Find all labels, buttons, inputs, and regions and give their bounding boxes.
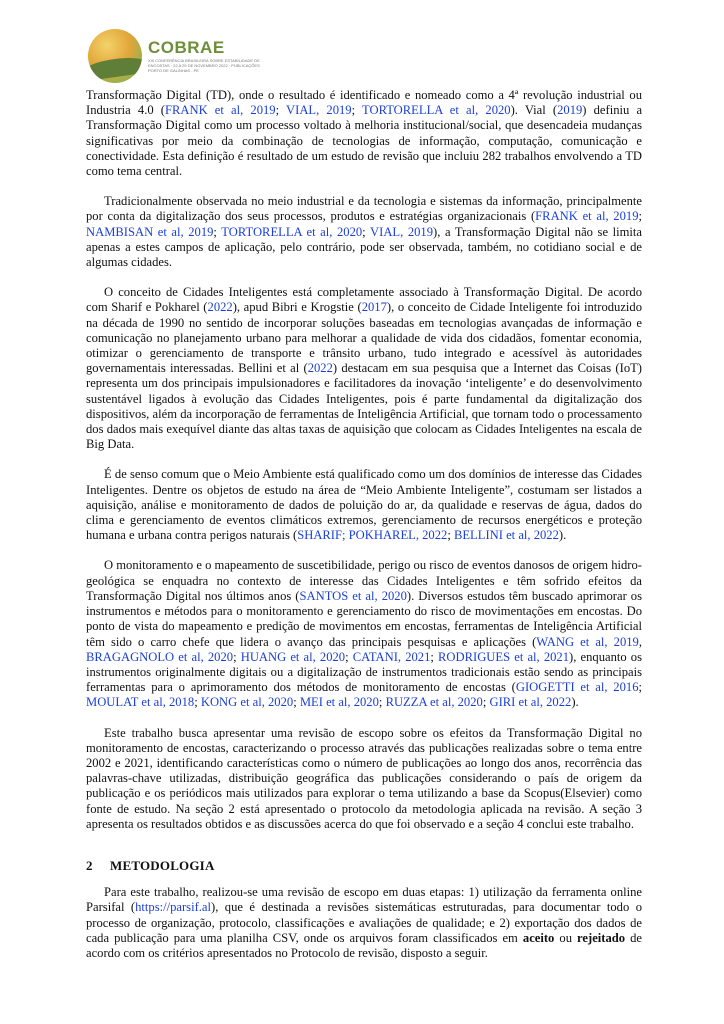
body-text: ). Diversos estudos têm buscado aprimorar os instrumentos e métodos para o monitoramento e gerenciamento do risco de movimentações em encostas. Do ponto de vista do mapeamento e predição de movimentos em encostas, ferramentas de Inteligência Artificial têm sido o carro chefe que lidera o avanço das principais pesquisas e aplicações ( xyxy=(86,588,643,649)
body-text: ). xyxy=(571,695,579,710)
body-text: ; xyxy=(638,680,642,695)
citation-link[interactable]: VIAL, 2019 xyxy=(286,103,352,118)
citation-link[interactable]: RODRIGUES et al, 2021 xyxy=(438,649,570,664)
section-title: METODOLOGIA xyxy=(110,857,215,873)
body-text: Para este trabalho, realizou-se uma revisão de escopo em duas etapas: 1) utilização da ferramenta online Parsifal ( xyxy=(86,885,642,915)
citation-link[interactable]: BELLINI et al, 2022 xyxy=(453,528,559,543)
body-text: ), a Transformação Digital não se limita apenas a estes campos de aplicação, pelo contrário, pode ser observada, também, no cotidiano social e de algumas cidades. xyxy=(86,224,643,270)
body-text: ; xyxy=(362,224,371,239)
logo-name: COBRAE xyxy=(148,38,225,57)
paragraph-4 xyxy=(86,467,642,543)
section-number: 2 xyxy=(86,857,93,873)
citation-link[interactable]: BRAGAGNOLO et al, 2020 xyxy=(86,649,234,664)
body-text: ), o conceito de Cidade Inteligente foi introduzido na década de 1990 no sentido de incorporar soluções baseadas em tecnologias avançadas de informação e comunicação no planejamento urbano para melhorar a qualidade de vida dos cidadãos, fomentar economia, otimizar o gerenciamento de transporte e trânsito urbano, tudo integrado e acessível às autoridades governamentais interessadas. Bellini et al ( xyxy=(86,300,643,376)
body-text: ; xyxy=(194,695,201,710)
logo-emblem-icon xyxy=(88,29,142,83)
body-text: ; xyxy=(233,649,241,664)
body-text: ; xyxy=(351,103,363,118)
body-text: ), que é destinada a revisões sistemáticas estruturadas, para documentar todo o processo de organização, protocolo, classificações e avaliações de qualidade; e 2) exportação dos dados de cada publicação para uma planilha CSV, onde os arquivos foram classificados em xyxy=(86,900,642,945)
body-text: ) definiu a Transformação Digital como um processo voltado à melhoria institucional/social, que desencadeia mudanças significativas por meio da combinação de tecnologias de informação, computação, comunicação e conectividade. Esta definição é resultado de um estudo de revisão que incluiu 282 trabalhos envolvendo a TD como tema central. xyxy=(86,103,643,179)
citation-link[interactable]: GIRI et al, 2022 xyxy=(489,695,572,710)
citation-link[interactable]: KONG et al, 2020 xyxy=(200,695,294,710)
body-text: Transformação Digital (TD), onde o resultado é identificado e nomeado como a 4ª revolução industrial ou Industria 4.0 ( xyxy=(86,88,642,118)
body-text: Tradicionalmente observada no meio industrial e da tecnologia e sistemas da informação, principalmente por conta da digitalização dos seus processos, produtos e estratégias organizacionais ( xyxy=(86,194,642,224)
paragraph-6 xyxy=(86,726,642,832)
body-text: ; xyxy=(447,528,454,543)
body-text: ; xyxy=(345,649,353,664)
paragraph-3 xyxy=(86,285,642,452)
citation-link[interactable]: FRANK et al, 2019 xyxy=(535,209,639,224)
conference-logo xyxy=(88,26,288,86)
citation-link[interactable]: 2022 xyxy=(307,361,333,376)
body-text: ; xyxy=(430,649,439,664)
section-heading xyxy=(86,858,642,873)
citation-link[interactable]: CATANI, 2021 xyxy=(352,649,431,664)
body-text: ), enquanto os instrumentos originalmente digitais ou a digitalização de instrumentos tradicionais estão sendo as principais ferramentas para o aprimoramento dos métodos de monitoramento de encostas ( xyxy=(86,649,643,695)
body-text: ) destacam em sua pesquisa que a Internet das Coisas (IoT) representa um dos principais impulsionadores e facilitadores da inovação ‘inteligente’ e do desenvolvimento sustentável ligados à evolução das Cidades Inteligentes, pois é parte fundamental da digitalização dos dispositivos, além da incorporação de ferramentas de Inteligência Artificial, que tornam todo o processamento dos dados mais exequível diante das altas taxas de aquisição que colocam as Cidades Inteligentes na escala de Big Data. xyxy=(86,361,642,452)
bold-term-accepted: aceito xyxy=(522,930,555,945)
citation-link[interactable]: TORTORELLA et al, 2020 xyxy=(221,224,363,239)
body-text: ; xyxy=(482,695,490,710)
body-text: Este trabalho busca apresentar uma revisão de escopo sobre os efeitos da Transformação Digital no monitoramento de encostas, caracterizando o processo através das publicações realizadas sobre o tema entre 2002 e 2021, identificando características como o número de publicações ao longo dos anos, recorrência das palavras-chave utilizadas, distribuição geográfica das publicações considerando o país de origem da publicação e os periódicos mais utilizados para explorar o tema utilizando a base da Scopus(Elsevier) como fonte de estudo. Na seção 2 está apresentado o protocolo da metodologia aplicada na revisão. A seção 3 apresenta os resultados obtidos e as discussões acerca do que foi observado e a seção 4 conclui este trabalho. xyxy=(86,725,642,831)
citation-link[interactable]: FRANK et al, 2019 xyxy=(164,103,276,118)
citation-link[interactable]: GIOGETTI et al, 2016 xyxy=(515,680,639,695)
citation-link[interactable]: SHARIF; POKHAREL, 2022 xyxy=(297,528,448,543)
body-text: ), apud Bibri e Krogstie ( xyxy=(232,300,362,315)
parsifal-link[interactable]: https://parsif.al xyxy=(135,900,212,915)
citation-link[interactable]: 2017 xyxy=(361,300,387,315)
citation-link[interactable]: VIAL, 2019 xyxy=(370,224,434,239)
body-text: É de senso comum que o Meio Ambiente está qualificado como um dos domínios de interesse das Cidades Inteligentes. Dentre os objetos de estudo na área de “Meio Ambiente Inteligente”, costumam ser listados a aquisição, análise e monitoramento de dados de poluição do ar, da qualidade e reservas de água, dados do clima e gerenciamento de eventos climáticos extremos, gerenciamento de recursos energéticos e proteção humana e urbana contra perigos naturais ( xyxy=(86,467,642,543)
paragraph-5 xyxy=(86,558,642,710)
citation-link[interactable]: RUZZA et al, 2020 xyxy=(385,695,483,710)
body-text: O monitoramento e o mapeamento de suscetibilidade, perigo ou risco de eventos danosos de origem hidro-geológica se enquadra no contexto de interesse das Cidades Inteligentes e têm sofrido efeitos da Transformação Digital nos últimos anos ( xyxy=(86,558,642,603)
bold-term-rejected: rejeitado xyxy=(577,930,626,945)
body-text: ; xyxy=(638,209,642,224)
citation-link[interactable]: WANG et al, 2019 xyxy=(536,634,639,649)
citation-link[interactable]: TORTORELLA et al, 2020 xyxy=(362,103,511,118)
page-body xyxy=(86,88,642,976)
body-text: ; xyxy=(213,224,222,239)
citation-link[interactable]: SANTOS et al, 2020 xyxy=(299,588,407,603)
citation-link[interactable]: MEI et al, 2020 xyxy=(299,695,379,710)
body-text: de acordo com os critérios apresentados no Protocolo de revisão, disposto a seguir. xyxy=(86,930,643,960)
body-text: ). xyxy=(558,528,567,543)
paragraph-7 xyxy=(86,885,642,961)
citation-link[interactable]: 2022 xyxy=(207,300,233,315)
body-text: ; xyxy=(275,103,287,118)
body-text: ). Vial ( xyxy=(510,103,558,118)
citation-link[interactable]: 2019 xyxy=(557,103,583,118)
body-text: ; xyxy=(293,695,300,710)
body-text: ; xyxy=(378,695,386,710)
body-text: O conceito de Cidades Inteligentes está completamente associado à Transformação Digital. De acordo com Sharif e Pokharel ( xyxy=(86,285,642,315)
body-text: ou xyxy=(554,930,578,945)
paragraph-2 xyxy=(86,194,642,270)
citation-link[interactable]: MOULAT et al, 2018 xyxy=(86,695,195,710)
body-text: , xyxy=(638,634,643,649)
logo-subtitle: XIII CONFERÊNCIA BRASILEIRA SOBRE ESTABILIDADE DE ENCOSTAS · 22 A 25 DE NOVEMBRO 2022 · PUBLICAÇÕES PORTO DE GALINHAS - PE xyxy=(148,58,260,73)
paragraph-1 xyxy=(86,88,642,179)
citation-link[interactable]: HUANG et al, 2020 xyxy=(240,649,346,664)
citation-link[interactable]: NAMBISAN et al, 2019 xyxy=(86,224,214,239)
